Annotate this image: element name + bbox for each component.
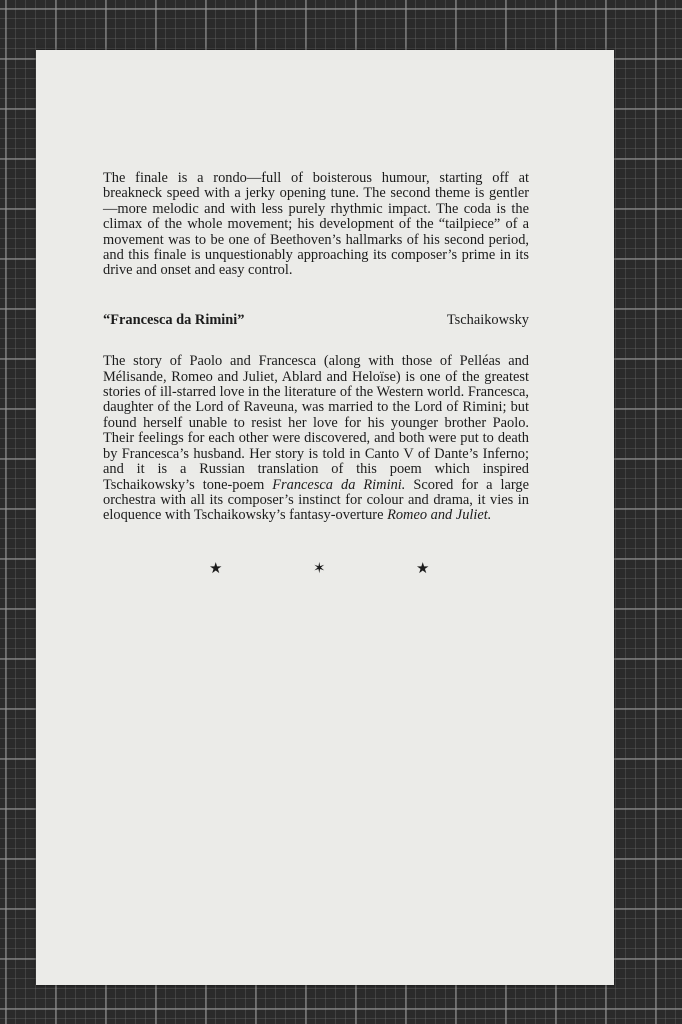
paragraph-text-before: The story of Paolo and Francesca (along with those of Pelléas and Mélisande, Romeo and Juliet, Ablard and Heloïse) is one of the greatest stories of ill-starred love in the literature of the Western world. Francesca, daughter of the Lord of Raveuna, was married to the Lord of Rimini; but found herself unable to resist her love for his younger brother Paolo. Their feelings for each other were discovered, and both were put to death by Francesca’s husband. Her story is told in Canto V of Dante’s Inferno; and it is a Russian translation of this poem which inspired Tschaikowsky’s tone-poem <box>103 353 529 493</box>
star-icon-left: ★ <box>209 560 223 577</box>
ornament-divider <box>103 562 529 592</box>
star-icon-center: ✶ <box>313 560 326 577</box>
italic-title-romeo: Romeo and Juliet. <box>387 507 492 524</box>
show-through-bottom <box>116 610 566 940</box>
page-content <box>103 171 529 592</box>
star-icon-right: ★ <box>416 560 430 577</box>
composer-name: Tschaikowsky <box>446 311 529 328</box>
italic-title-francesca: Francesca da Rimini. <box>272 476 406 493</box>
piece-title: “Francesca da Rimini” <box>103 311 245 328</box>
section-heading <box>103 313 529 328</box>
program-page <box>36 50 614 985</box>
francesca-paragraph <box>103 354 529 523</box>
paragraph-text-middle: Scored for a large orchestra with all its composer’s instinct for colour and drama, it vies in eloquence with Tschaikowsky’s fantasy-overture <box>103 476 529 524</box>
finale-paragraph: The finale is a rondo—full of boisterous humour, starting off at breakneck speed with a jerky opening tune. The second theme is gentler—more melodic and with less purely rhythmic impact. The coda is the climax of the whole movement; his development of the “tailpiece” of a movement was to be one of Beethoven’s hallmarks of his second period, and this finale is unquestionably approaching its composer’s prime in its drive and onset and easy control. <box>103 170 529 279</box>
